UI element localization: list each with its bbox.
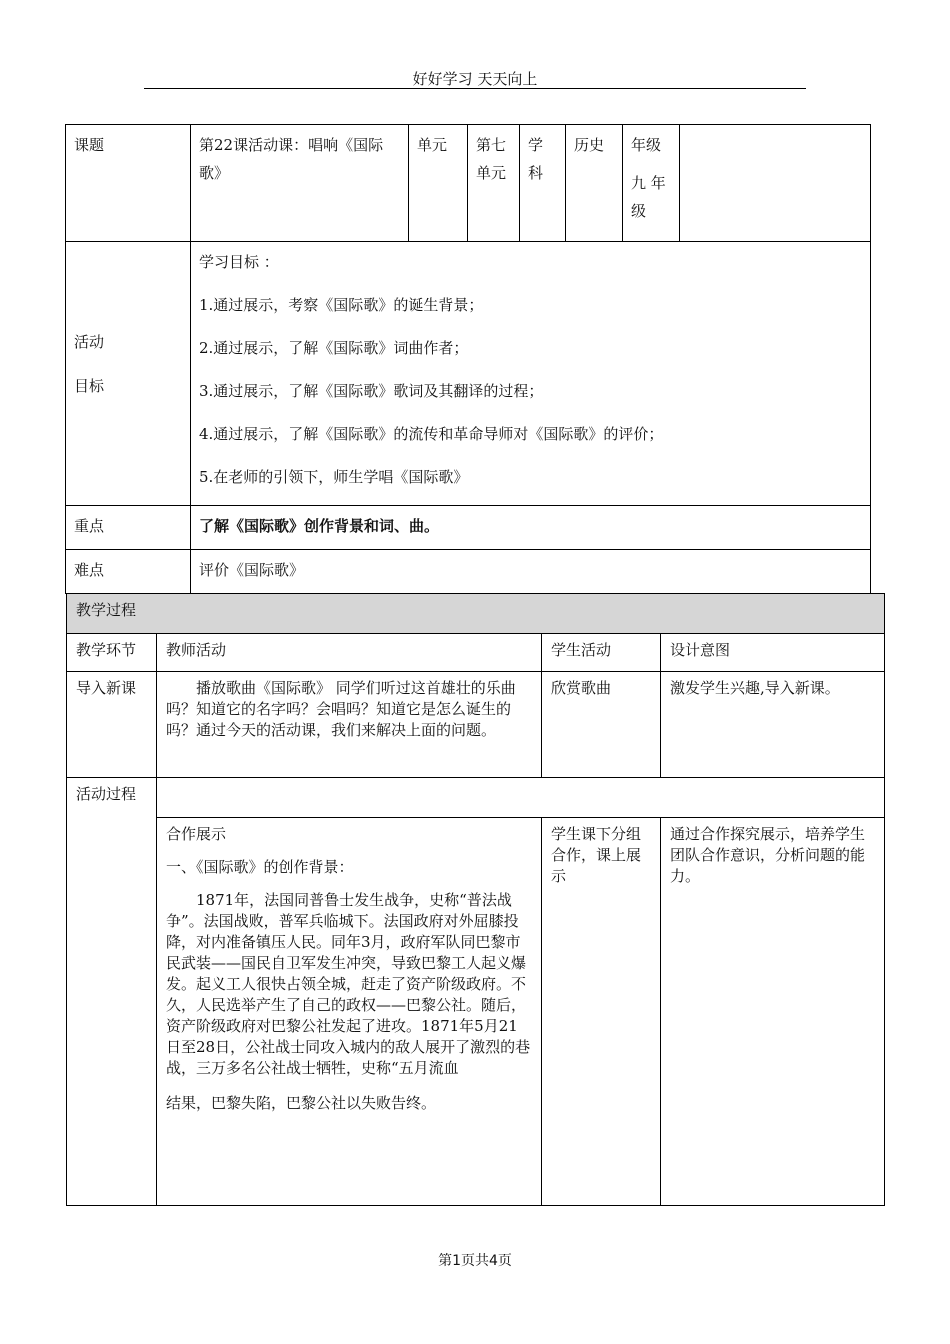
header-rule (144, 88, 806, 89)
topic-value: 第22课活动课：唱响《国际歌》 (191, 125, 409, 242)
activity-stage: 活动过程 (67, 778, 157, 1206)
col-header-stage: 教学环节 (67, 634, 157, 672)
goals-label-1: 活动 (74, 333, 105, 351)
activity-teacher (157, 818, 542, 1206)
intro-student: 欣赏歌曲 (542, 672, 661, 778)
blank-cell (680, 125, 871, 242)
difficulty-label: 难点 (66, 550, 191, 594)
goal-item: 3.通过展示，了解《国际歌》歌词及其翻译的过程； (199, 382, 544, 400)
topic-label: 课题 (66, 125, 191, 242)
key-point-label: 重点 (66, 506, 191, 550)
unit-value: 第七单元 (468, 125, 520, 242)
intro-teacher: 播放歌曲《国际歌》 同学们听过这首雄壮的乐曲吗？知道它的名字吗？会唱吗？知道它是怎么诞生的吗？通过今天的活动课，我们来解决上面的问题。 (157, 672, 542, 778)
grade-label: 年级 (631, 136, 662, 154)
activity-intent: 通过合作探究展示，培养学生团队合作意识，分析问题的能力。 (661, 818, 885, 1206)
page-header: 好好学习 天天向上 (412, 70, 538, 88)
page-footer: 第1页共4页 (438, 1253, 512, 1269)
grade-value: 九 年级 (631, 174, 666, 220)
activity-teacher-title: 合作展示 (166, 825, 227, 843)
activity-teacher-end: 结果，巴黎失陷，巴黎公社以失败告终。 (166, 1094, 437, 1112)
activity-teacher-body: 1871年，法国同普鲁士发生战争，史称“普法战争”。法国战败，普军兵临城下。法国政府对外屈膝投降，对内准备镇压人民。同年3月，政府军队同巴黎市民武装——国民自卫军发生冲突，导致巴黎工人起义爆发。起义工人很快占领全城，赶走了资产阶级政府。不久，人民选举产生了自己的政权——巴黎公社。随后，资产阶级政府对巴黎公社发起了进攻。1871年5月21日至28日，公社战士同攻入城内的敌人展开了激烈的巷战，三万多名公社战士牺牲，史称“五月流血 (166, 891, 531, 1077)
teaching-process-table (66, 593, 885, 1206)
goals-content (191, 242, 871, 506)
subject-label: 学科 (520, 125, 566, 242)
goal-item: 5.在老师的引领下，师生学唱《国际歌》 (199, 468, 469, 486)
process-title: 教学过程 (67, 594, 885, 634)
col-header-intent: 设计意图 (661, 634, 885, 672)
activity-teacher-section: 一、《国际歌》的创作背景： (166, 858, 354, 876)
goal-item: 2.通过展示，了解《国际歌》词曲作者； (199, 339, 469, 357)
intro-stage: 导入新课 (67, 672, 157, 778)
unit-label: 单元 (409, 125, 468, 242)
goal-item: 4.通过展示，了解《国际歌》的流传和革命导师对《国际歌》的评价； (199, 425, 664, 443)
intro-intent: 激发学生兴趣,导入新课。 (661, 672, 885, 778)
goal-item: 1.通过展示，考察《国际歌》的诞生背景； (199, 296, 484, 314)
goals-heading: 学习目标 ： (199, 253, 279, 271)
subject-value: 历史 (566, 125, 623, 242)
col-header-student: 学生活动 (542, 634, 661, 672)
goals-label-cell (66, 242, 191, 506)
difficulty-value: 评价《国际歌》 (191, 550, 871, 594)
activity-student: 学生课下分组合作，课上展示 (542, 818, 661, 1206)
grade-cell (623, 125, 680, 242)
activity-spacer (157, 778, 885, 818)
lesson-info-table (65, 124, 871, 594)
key-point-value: 了解《国际歌》创作背景和词、曲。 (191, 506, 871, 550)
goals-label-2: 目标 (74, 377, 105, 395)
col-header-teacher: 教师活动 (157, 634, 542, 672)
